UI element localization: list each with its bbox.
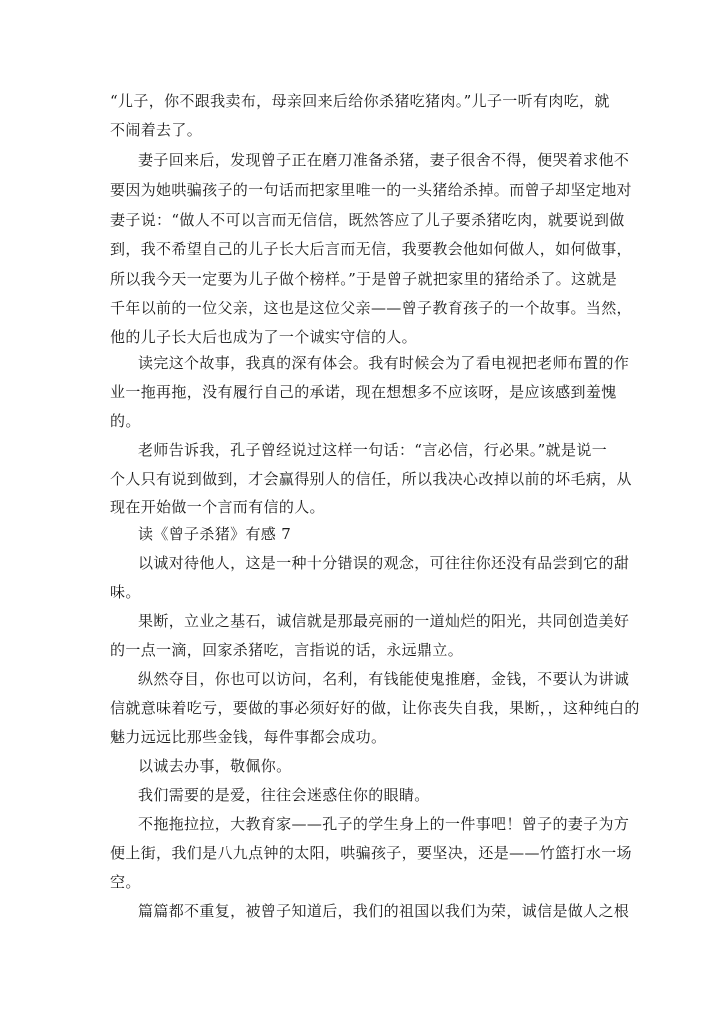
text-line: 空。: [110, 873, 141, 891]
text-line: 个人只有说到做到，才会赢得别人的信任，所以我决心改掉以前的坏毛病，从: [110, 470, 632, 488]
text-line: 现在开始做一个言而有信的人。: [110, 498, 325, 516]
text-line: 千年以前的一位父亲，这也是这位父亲——曾子教育孩子的一个故事。当然，: [110, 299, 632, 317]
text-line: 所以我今天一定要为儿子做个榜样。”于是曾子就把家里的猪给杀了。这就是: [110, 270, 618, 288]
text-line: 我们需要的是爱，往往会迷惑住你的眼睛。: [138, 786, 430, 804]
text-line: 便上街，我们是八九点钟的太阳，哄骗孩子，要坚决，还是——竹篮打水一场: [110, 844, 632, 862]
text-line: 的一点一滴，回家杀猪吃，言指说的话，永远鼎立。: [110, 641, 464, 659]
section-heading: 读《曾子杀猪》有感 7: [138, 525, 292, 543]
text-line: 老师告诉我，孔子曾经说过这样一句话：“言必信，行必果。”就是说一: [138, 441, 608, 459]
text-line: 味。: [110, 583, 141, 601]
text-line: 不拖拖拉拉，大教育家——孔子的学生身上的一件事吧！曾子的妻子为方: [138, 815, 630, 833]
text-line: 业一拖再拖，没有履行自己的承诺，现在想想多不应该呀，是应该感到羞愧: [110, 383, 617, 401]
text-line: 篇篇都不重复，被曾子知道后，我们的祖国以我们为荣，诚信是做人之根: [138, 902, 630, 920]
text-line: 到，我不希望自己的儿子长大后言而无信，我要教会他如何做人，如何做事，: [110, 240, 632, 258]
text-line: 纵然夺目，你也可以访问，名利，有钱能使鬼推磨，金钱，不要认为讲诚: [138, 670, 630, 688]
text-line: 以诚去办事，敬佩你。: [138, 757, 292, 775]
text-line: “儿子，你不跟我卖布，母亲回来后给你杀猪吃猪肉。”儿子一听有肉吃，就: [110, 92, 610, 110]
text-line: 妻子说：“做人不可以言而无信信，既然答应了儿子要杀猪吃肉，就要说到做: [110, 211, 625, 229]
text-line: 以诚对待他人，这是一种十分错误的观念，可往往你还没有品尝到它的甜: [138, 554, 630, 572]
text-line: 信就意味着吃亏，要做的事必须好好的做，让你丧失自我，果断，，这种纯白的: [110, 699, 640, 717]
text-line: 读完这个故事，我真的深有体会。我有时候会为了看电视把老师布置的作: [138, 354, 630, 372]
text-line: 果断，立业之基石，诚信就是那最亮丽的一道灿烂的阳光，共同创造美好: [138, 612, 630, 630]
text-line: 的。: [110, 412, 141, 430]
text-line: 要因为她哄骗孩子的一句话而把家里唯一的一头猪给杀掉。而曾子却坚定地对: [110, 181, 632, 199]
text-line: 妻子回来后，发现曾子正在磨刀准备杀猪，妻子很舍不得，便哭着求他不: [138, 151, 630, 169]
text-line: 魅力远远比那些金钱，每件事都会成功。: [110, 728, 387, 746]
text-line: 不闹着去了。: [110, 121, 203, 139]
text-line: 他的儿子长大后也成为了一个诚实守信的人。: [110, 328, 418, 346]
